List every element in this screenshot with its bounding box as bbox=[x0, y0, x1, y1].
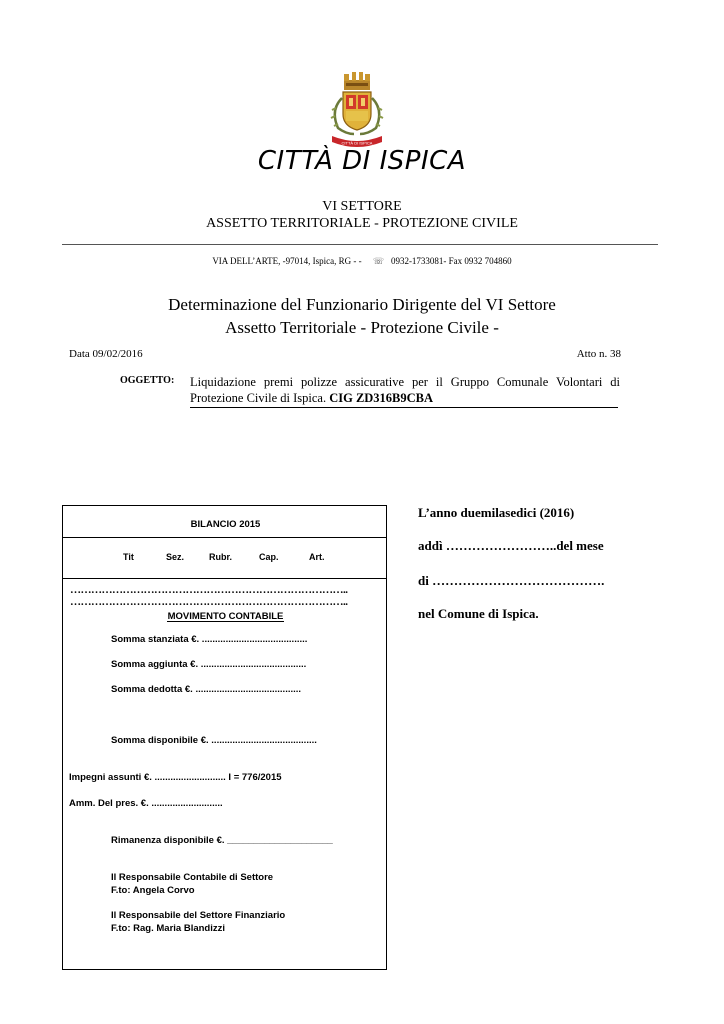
intro-line-2: addì ……………………..del mese bbox=[418, 538, 604, 553]
city-crest-logo bbox=[322, 68, 392, 152]
bilancio-title: BILANCIO 2015 bbox=[190, 519, 261, 530]
oggetto-description: Liquidazione premi polizze assicurative per il Gruppo Comunale Volontari di Protezione Civile di Ispica. bbox=[190, 375, 620, 405]
determination-line-1: Determinazione del Funzionario Dirigente del VI Settore bbox=[168, 295, 556, 314]
document-date: Data 09/02/2016 bbox=[69, 348, 143, 360]
atto-number: Atto n. 38 bbox=[576, 348, 621, 360]
oggetto-text bbox=[190, 374, 620, 406]
header-divider bbox=[62, 244, 658, 245]
box-divider-bottom bbox=[63, 578, 386, 579]
sector-title: VI SETTORE bbox=[322, 199, 402, 214]
resp-contabile-title: Il Responsabile Contabile di Settore bbox=[111, 872, 274, 883]
box-divider-top bbox=[63, 537, 386, 538]
address-line bbox=[0, 256, 724, 267]
determination-line-2: Assetto Territoriale - Protezione Civile - bbox=[225, 318, 499, 337]
oggetto-cig: CIG ZD316B9CBA bbox=[329, 391, 434, 405]
col-art: Art. bbox=[309, 552, 325, 562]
somma-aggiunta: Somma aggiunta €. ........................................ bbox=[111, 659, 307, 670]
movimento-contabile-title: MOVIMENTO CONTABILE bbox=[167, 611, 284, 622]
rimanenza-disponibile: Rimanenza disponibile €. ____________________ bbox=[111, 835, 333, 846]
resp-contabile-signature: F.to: Angela Corvo bbox=[111, 885, 195, 896]
intro-line-1: L’anno duemilasedici (2016) bbox=[418, 505, 575, 520]
somma-stanziata: Somma stanziata €. ........................................ bbox=[111, 634, 308, 645]
oggetto-underline bbox=[190, 407, 618, 408]
bilancio-box bbox=[62, 505, 387, 970]
resp-finanziario-signature: F.to: Rag. Maria Blandizzi bbox=[111, 923, 226, 934]
oggetto-label: OGGETTO: bbox=[120, 375, 175, 386]
sector-subtitle: ASSETTO TERRITORIALE - PROTEZIONE CIVILE bbox=[206, 216, 518, 231]
impegni-assunti: Impegni assunti €. ........................... I = 776/2015 bbox=[69, 772, 282, 783]
dotted-line-1: …………………………………………………………………….. bbox=[70, 584, 348, 596]
col-sez: Sez. bbox=[166, 552, 185, 562]
col-rubr: Rubr. bbox=[209, 552, 233, 562]
amm-del-pres: Amm. Del pres. €. ........................... bbox=[69, 798, 223, 809]
intro-line-4: nel Comune di Ispica. bbox=[418, 606, 539, 621]
somma-disponibile: Somma disponibile €. ........................................ bbox=[111, 735, 317, 746]
address-text: VIA DELL’ARTE, -97014, Ispica, RG - - bbox=[212, 256, 362, 266]
phone-text: 0932-1733081- Fax 0932 704860 bbox=[390, 256, 512, 266]
crest-caption: CITTÀ DI ISPICA bbox=[341, 140, 373, 146]
col-tit: Tit bbox=[123, 552, 134, 562]
intro-line-3: di …………………………………. bbox=[418, 573, 605, 588]
somma-dedotta: Somma dedotta €. ........................................ bbox=[111, 684, 302, 695]
col-cap: Cap. bbox=[259, 552, 279, 562]
dotted-line-2: …………………………………………………………………….. bbox=[70, 596, 348, 608]
phone-icon: ☏ bbox=[372, 256, 385, 266]
movimento-underline bbox=[167, 621, 284, 622]
city-title: CITTÀ DI ISPICA bbox=[257, 146, 467, 176]
resp-finanziario-title: Il Responsabile del Settore Finanziario bbox=[111, 910, 286, 921]
